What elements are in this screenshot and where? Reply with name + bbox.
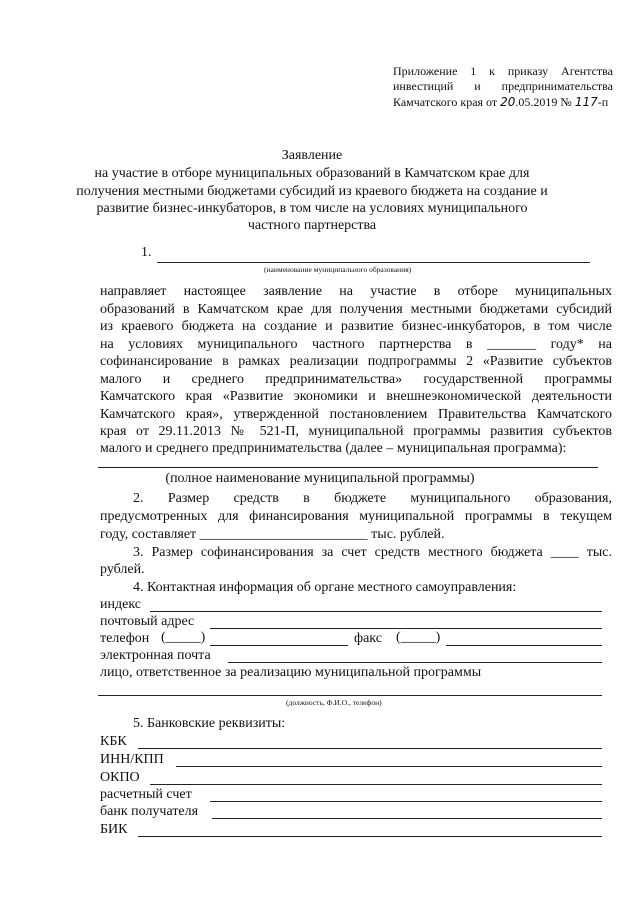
phone-number-field[interactable] bbox=[210, 645, 348, 646]
recipient-bank-label: банк получателя bbox=[100, 804, 199, 819]
appendix-line-1: Приложение 1 к приказу Агентства bbox=[393, 64, 613, 78]
item-1-line: Камчатского края «Развитие экономики и внешнеэкономической деятельности bbox=[100, 389, 612, 404]
postal-address-field[interactable] bbox=[210, 628, 602, 629]
title-line-1: на участие в отборе муниципальных образований в Камчатском крае для bbox=[94, 166, 530, 181]
inn-kpp-field[interactable] bbox=[176, 766, 602, 767]
fax-number-field[interactable] bbox=[446, 645, 602, 646]
municipality-name-caption: (наименование муниципального образования) bbox=[264, 265, 412, 274]
appendix-handwritten-number: 117 bbox=[574, 95, 598, 109]
inn-kpp-label: ИНН/КПП bbox=[100, 752, 164, 767]
appendix-line-2: инвестиций и предпринимательства bbox=[393, 79, 613, 93]
fax-code-field[interactable]: (_____) bbox=[396, 630, 441, 645]
kbk-label: КБК bbox=[100, 734, 127, 749]
appendix-date-mid: .05.2019 № bbox=[515, 95, 575, 109]
item-1-line: на условиях муниципального частного партнерства в _______ году* на bbox=[100, 337, 612, 352]
title-line-4: частного партнерства bbox=[247, 218, 377, 233]
item-2-line: году, составляет ________________________ тыс. рублей. bbox=[100, 527, 445, 542]
item-2-line: предусмотренных для финансирования муниципальной программы в текущем bbox=[100, 509, 612, 524]
item-1-number: 1. bbox=[141, 245, 152, 260]
responsible-person-caption: (должность, Ф.И.О., телефон) bbox=[286, 698, 382, 707]
item-4-heading: 4. Контактная информация об органе местного самоуправления: bbox=[133, 580, 517, 595]
item-5-heading: 5. Банковские реквизиты: bbox=[133, 716, 286, 731]
recipient-bank-field[interactable] bbox=[212, 818, 602, 819]
bank-account-label: расчетный счет bbox=[100, 787, 192, 802]
item-1-line: малого и среднего предпринимательства» государственной программы bbox=[100, 372, 612, 387]
postal-address-label: почтовый адрес bbox=[100, 614, 195, 629]
program-name-field[interactable] bbox=[98, 467, 598, 468]
title-line-2: получения местными бюджетами субсидий из краевого бюджета на создание и bbox=[76, 184, 548, 199]
item-1-line: из краевого бюджета на создание и развитие бизнес-инкубаторов, в том числе bbox=[100, 319, 612, 334]
item-1-line: малого и среднего предпринимательства (далее – муниципальная программа): bbox=[100, 441, 567, 456]
appendix-date-prefix: Камчатского края от bbox=[393, 95, 501, 109]
item-1-line: края от 29.11.2013 № 521-П, муниципальной программы развития субъектов bbox=[100, 424, 612, 439]
item-1-line: направляет настоящее заявление на участие в отборе муниципальных bbox=[100, 284, 612, 299]
appendix-handwritten-day: 20 bbox=[500, 95, 516, 109]
okpo-field[interactable] bbox=[150, 784, 602, 785]
item-3-line-2: рублей. bbox=[100, 562, 145, 577]
responsible-person-label: лицо, ответственное за реализацию муниципальной программы bbox=[100, 665, 482, 680]
document-title: Заявление bbox=[281, 148, 343, 163]
index-label: индекс bbox=[100, 597, 141, 612]
appendix-line-3 bbox=[393, 95, 608, 110]
item-3-line-1: 3. Размер софинансирования за счет средств местного бюджета ____ тыс. bbox=[133, 545, 612, 560]
bik-label: БИК bbox=[100, 822, 128, 837]
appendix-number-suffix: -п bbox=[597, 95, 609, 109]
okpo-label: ОКПО bbox=[100, 770, 140, 785]
item-2-line: 2. Размер средств в бюджете муниципального образования, bbox=[133, 491, 612, 506]
kbk-field[interactable] bbox=[138, 748, 602, 749]
responsible-person-field[interactable] bbox=[98, 695, 602, 696]
title-line-3: развитие бизнес-инкубаторов, в том числе на условиях муниципального bbox=[96, 201, 528, 216]
index-field[interactable] bbox=[150, 611, 602, 612]
municipality-name-field[interactable] bbox=[157, 262, 590, 263]
bank-account-field[interactable] bbox=[210, 801, 602, 802]
phone-code-field[interactable]: (_____) bbox=[161, 630, 206, 645]
email-label: электронная почта bbox=[100, 648, 211, 663]
phone-label: телефон bbox=[100, 631, 150, 646]
item-1-line: софинансирование в рамках реализации подпрограммы 2 «Развитие субъектов bbox=[100, 354, 612, 369]
email-field[interactable] bbox=[228, 662, 602, 663]
bik-field[interactable] bbox=[138, 836, 602, 837]
fax-label: факс bbox=[354, 631, 382, 646]
program-name-caption: (полное наименование муниципальной программы) bbox=[165, 471, 475, 486]
item-1-line: Камчатского края», утвержденной постановлением Правительства Камчатского bbox=[100, 407, 612, 422]
item-1-line: образований в Камчатском крае для получения местными бюджетами субсидий bbox=[100, 302, 612, 317]
